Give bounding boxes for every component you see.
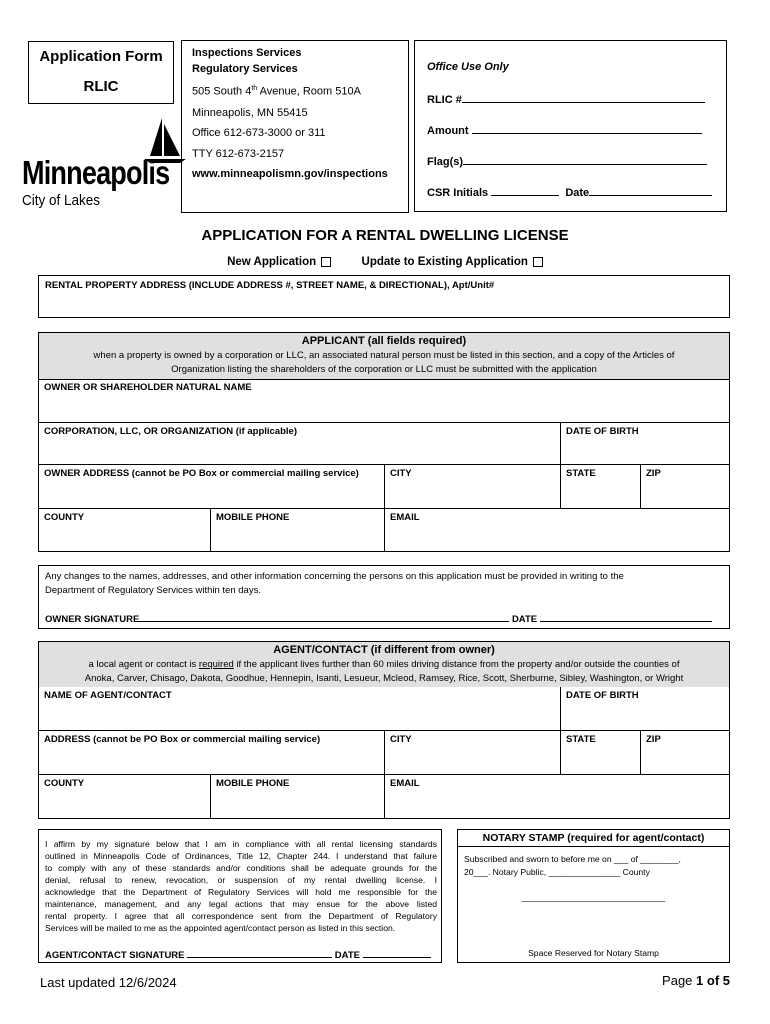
- affirmation-line: denial, refusal to renew, revocation, or suspension of my rental dwelling license. I: [45, 875, 437, 885]
- city-logo: [22, 112, 182, 212]
- owner-signature-field[interactable]: OWNER SIGNATURE DATE: [45, 610, 712, 625]
- owner-name-field[interactable]: OWNER OR SHAREHOLDER NATURAL NAME: [39, 379, 729, 423]
- affirmation-line: rental property. I agree that all correspondence sent from the Department of Regulatory: [45, 911, 437, 921]
- logo-tagline: City of Lakes: [22, 192, 101, 209]
- property-address-field[interactable]: [38, 275, 730, 318]
- page-title: APPLICATION FOR A RENTAL DWELLING LICENSE: [201, 227, 569, 244]
- changes-notice-box: [38, 565, 730, 629]
- affirmation-line: outlined in Minneapolis Code of Ordinances, Title 12, Chapter 244. I understand that failure: [45, 851, 437, 861]
- owner-address-field[interactable]: OWNER ADDRESS (cannot be PO Box or commercial mailing service): [39, 465, 385, 509]
- office-use-box: [414, 40, 727, 212]
- applicant-note-1: when a property is owned by a corporation or LLC, an associated natural person must be listed in this section, and a copy of the Articles of: [93, 350, 675, 361]
- dept-tty: TTY 612-673-2157: [192, 148, 285, 160]
- notary-signature-line[interactable]: ______________________________: [521, 892, 666, 902]
- agent-county-field[interactable]: COUNTY: [39, 775, 211, 818]
- agent-city-field[interactable]: CITY: [385, 731, 561, 775]
- agent-header: [39, 642, 729, 687]
- affirmation-line: maintenance, management, and any legal actions that may ensue for the above listed: [45, 899, 437, 909]
- affirmation-line: I affirm by my signature below that I am in compliance with all rental licensing standards: [45, 839, 437, 849]
- agent-email-field[interactable]: EMAIL: [390, 778, 420, 789]
- update-application-checkbox[interactable]: [533, 257, 543, 267]
- affirmation-line: to comply with any of these standards and/or conditions shall be adequate grounds for the: [45, 863, 437, 873]
- agent-section: [38, 641, 730, 819]
- applicant-section: [38, 332, 730, 552]
- rlic-field[interactable]: RLIC #: [427, 91, 705, 106]
- owner-city-field[interactable]: CITY: [385, 465, 561, 509]
- dept-office-phone: Office 612-673-3000 or 311: [192, 127, 326, 139]
- department-box: [181, 40, 409, 213]
- affirmation-text: [45, 838, 437, 934]
- notary-box: [457, 829, 730, 963]
- update-application-option[interactable]: Update to Existing Application: [362, 256, 543, 268]
- amount-field[interactable]: Amount: [427, 122, 702, 137]
- agent-mobile-field[interactable]: MOBILE PHONE: [211, 775, 385, 818]
- flags-field[interactable]: Flag(s): [427, 153, 707, 168]
- corporation-field[interactable]: CORPORATION, LLC, OR ORGANIZATION (if applicable): [39, 423, 561, 465]
- agent-state-field[interactable]: STATE: [561, 731, 641, 775]
- agent-heading: AGENT/CONTACT (if different from owner): [273, 644, 495, 656]
- changes-line-2: Department of Regulatory Services within ten days.: [45, 585, 261, 596]
- applicant-heading: APPLICANT (all fields required): [301, 335, 467, 347]
- form-label: Application Form: [39, 48, 163, 65]
- new-application-option[interactable]: New Application: [227, 256, 331, 268]
- form-code-box: [28, 41, 174, 104]
- owner-state-field[interactable]: STATE: [561, 465, 641, 509]
- agent-name-field[interactable]: NAME OF AGENT/CONTACT: [39, 687, 561, 731]
- dept-website[interactable]: www.minneapolismn.gov/inspections: [192, 168, 388, 180]
- owner-county-field[interactable]: COUNTY: [39, 509, 211, 551]
- applicant-note-2: Organization listing the shareholders of the corporation or LLC must be submitted with the application: [171, 364, 597, 375]
- agent-zip-field[interactable]: ZIP: [641, 731, 729, 775]
- agent-signature-field[interactable]: AGENT/CONTACT SIGNATURE DATE: [45, 946, 431, 961]
- applicant-header: [39, 333, 729, 380]
- agent-address-field[interactable]: ADDRESS (cannot be PO Box or commercial mailing service): [39, 731, 385, 775]
- property-address-label: RENTAL PROPERTY ADDRESS (INCLUDE ADDRESS #, STREET NAME, & DIRECTIONAL), Apt/Unit#: [45, 280, 495, 291]
- owner-dob-field[interactable]: DATE OF BIRTH: [561, 423, 729, 465]
- affirmation-line: Services will be mailed to me as the appointed agent/contact person as listed in this section.: [45, 923, 396, 933]
- notary-heading: NOTARY STAMP (required for agent/contact): [458, 830, 729, 847]
- form-code: RLIC: [83, 78, 119, 95]
- application-type-options: [0, 256, 770, 268]
- owner-email-field[interactable]: EMAIL: [390, 512, 420, 523]
- page-number: Page 1 of 5: [662, 973, 730, 988]
- owner-zip-field[interactable]: ZIP: [641, 465, 729, 509]
- dept-line2: Regulatory Services: [192, 63, 298, 75]
- dept-line1: Inspections Services: [192, 47, 302, 59]
- affirmation-box: [38, 829, 442, 963]
- new-application-checkbox[interactable]: [321, 257, 331, 267]
- dept-address: 505 South 4th Avenue, Room 510A: [192, 85, 361, 98]
- agent-dob-field[interactable]: DATE OF BIRTH: [561, 687, 729, 731]
- notary-line-1: Subscribed and sworn to before me on ___ of ________,: [464, 854, 681, 864]
- last-updated: Last updated 12/6/2024: [40, 975, 177, 990]
- notary-line-2: 20___. Notary Public, _______________ County: [464, 867, 650, 877]
- agent-note-2: Anoka, Carver, Chisago, Dakota, Goodhue, Hennepin, Isanti, Lesueur, Mcleod, Ramsey, Rice, Scott, Sherburne, Sibley, Washington, or Wright: [84, 673, 684, 684]
- office-use-title: Office Use Only: [427, 61, 509, 73]
- notary-stamp-area: Space Reserved for Notary Stamp: [528, 948, 659, 958]
- agent-note-1: a local agent or contact is required if the applicant lives further than 60 miles driving distance from the property and/or outside the counties of: [88, 659, 680, 670]
- changes-line-1: Any changes to the names, addresses, and other information concerning the persons on this application must be provided in writing to the: [45, 571, 624, 582]
- logo-word: Minneapolis: [22, 154, 170, 191]
- dept-city: Minneapolis, MN 55415: [192, 107, 308, 119]
- affirmation-line: acknowledge that the Department of Regulatory Services will hold me responsible for the: [45, 887, 437, 897]
- owner-mobile-field[interactable]: MOBILE PHONE: [211, 509, 385, 551]
- csr-initials-field[interactable]: CSR Initials Date: [427, 184, 712, 199]
